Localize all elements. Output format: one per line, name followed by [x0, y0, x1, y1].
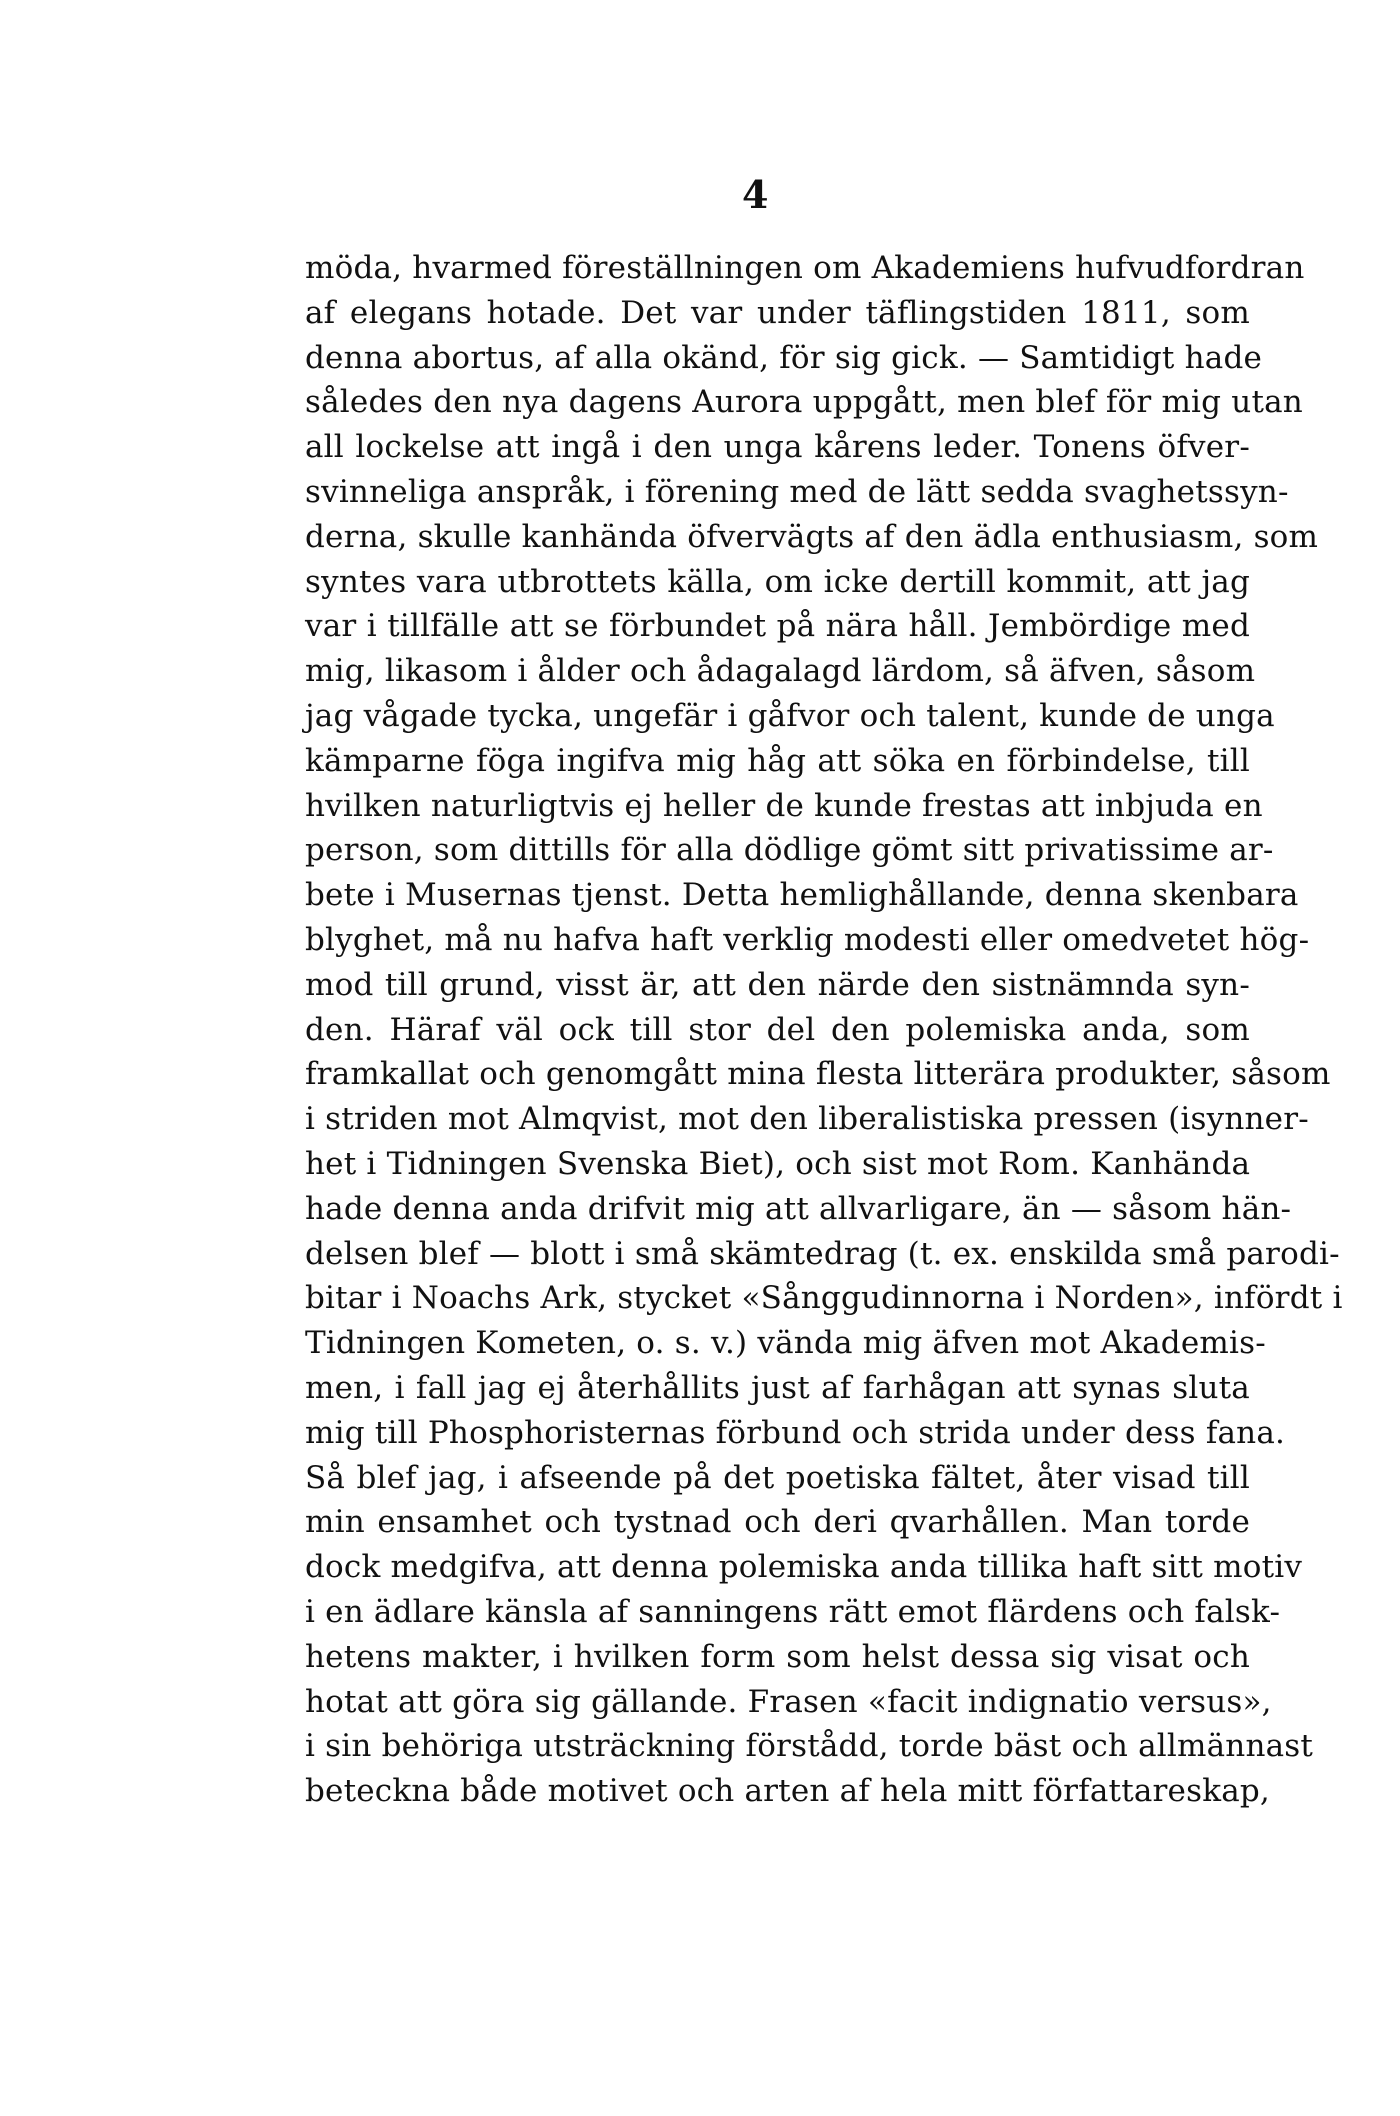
text-line: min ensamhet och tystnad och deri qvarhållen. Man torde: [305, 1504, 1250, 1541]
text-line: i striden mot Almqvist, mot den liberalistiska pressen (isynner-: [305, 1101, 1309, 1138]
text-line: hade denna anda drifvit mig att allvarligare, än — såsom hän-: [305, 1190, 1292, 1227]
body-text: [305, 246, 1343, 1814]
text-line: kämparne föga ingifva mig håg att söka en förbindelse, till: [305, 742, 1250, 779]
text-line: blyghet, må nu hafva haft verklig modesti eller omedvetet hög-: [305, 921, 1310, 958]
text-line: person, som dittills för alla dödlige gömt sitt privatissime ar-: [305, 832, 1274, 869]
text-line: het i Tidningen Svenska Biet), och sist mot Rom. Kanhända: [305, 1145, 1251, 1182]
text-line: i sin behöriga utsträckning förstådd, torde bäst och allmännast: [305, 1728, 1314, 1765]
text-line: i en ädlare känsla af sanningens rätt emot flärdens och falsk-: [305, 1593, 1281, 1630]
text-line: Så blef jag, i afseende på det poetiska fältet, åter visad till: [305, 1459, 1250, 1496]
text-line: mig, likasom i ålder och ådagalagd lärdom, så äfven, såsom: [305, 653, 1256, 690]
text-line: mig till Phosphoristernas förbund och strida under dess fana.: [305, 1414, 1286, 1451]
text-line: möda, hvarmed föreställningen om Akademiens hufvudfordran: [305, 250, 1305, 286]
text-line: bete i Musernas tjenst. Detta hemlighållande, denna skenbara: [305, 877, 1299, 914]
text-line: syntes vara utbrottets källa, om icke dertill kommit, att jag: [305, 563, 1250, 600]
text-line: hetens makter, i hvilken form som helst dessa sig visat och: [305, 1638, 1250, 1675]
text-line: derna, skulle kanhända öfvervägts af den ädla enthusiasm, som: [305, 518, 1319, 555]
text-line: bitar i Noachs Ark, stycket «Sånggudinnorna i Norden», infördt i: [305, 1280, 1343, 1317]
text-line: framkallat och genomgått mina flesta litterära produkter, såsom: [305, 1056, 1331, 1093]
text-line: hotat att göra sig gällande. Frasen «facit indignatio versus»,: [305, 1683, 1272, 1720]
text-line: hvilken naturligtvis ej heller de kunde frestas att inbjuda en: [305, 787, 1263, 824]
text-line: var i tillfälle att se förbundet på nära håll. Jembördige med: [305, 608, 1250, 645]
text-line: all lockelse att ingå i den unga kårens leder. Tonens öfver-: [305, 429, 1250, 466]
text-line: Tidningen Kometen, o. s. v.) vända mig äfven mot Akademis-: [305, 1325, 1266, 1362]
text-line: denna abortus, af alla okänd, för sig gick. — Samtidigt hade: [305, 339, 1263, 376]
text-line: den. Häraf väl ock till stor del den polemiska anda, som: [305, 1011, 1250, 1048]
text-line: dock medgifva, att denna polemiska anda tillika haft sitt motiv: [305, 1549, 1303, 1586]
text-line: svinneliga anspråk, i förening med de lätt sedda svaghetssyn-: [305, 473, 1289, 510]
text-line: delsen blef — blott i små skämtedrag (t. ex. enskilda små parodi-: [305, 1235, 1340, 1272]
text-line: beteckna både motivet och arten af hela mitt författareskap,: [305, 1773, 1270, 1810]
text-line: men, i fall jag ej återhållits just af farhågan att synas sluta: [305, 1369, 1250, 1406]
text-line: af elegans hotade. Det var under täflingstiden 1811, som: [305, 294, 1250, 331]
page-number: 4: [742, 172, 769, 217]
text-line: mod till grund, visst är, att den närde den sistnämnda syn-: [305, 966, 1250, 1003]
text-line: jag vågade tycka, ungefär i gåfvor och talent, kunde de unga: [305, 697, 1275, 734]
text-line: således den nya dagens Aurora uppgått, men blef för mig utan: [305, 384, 1303, 421]
